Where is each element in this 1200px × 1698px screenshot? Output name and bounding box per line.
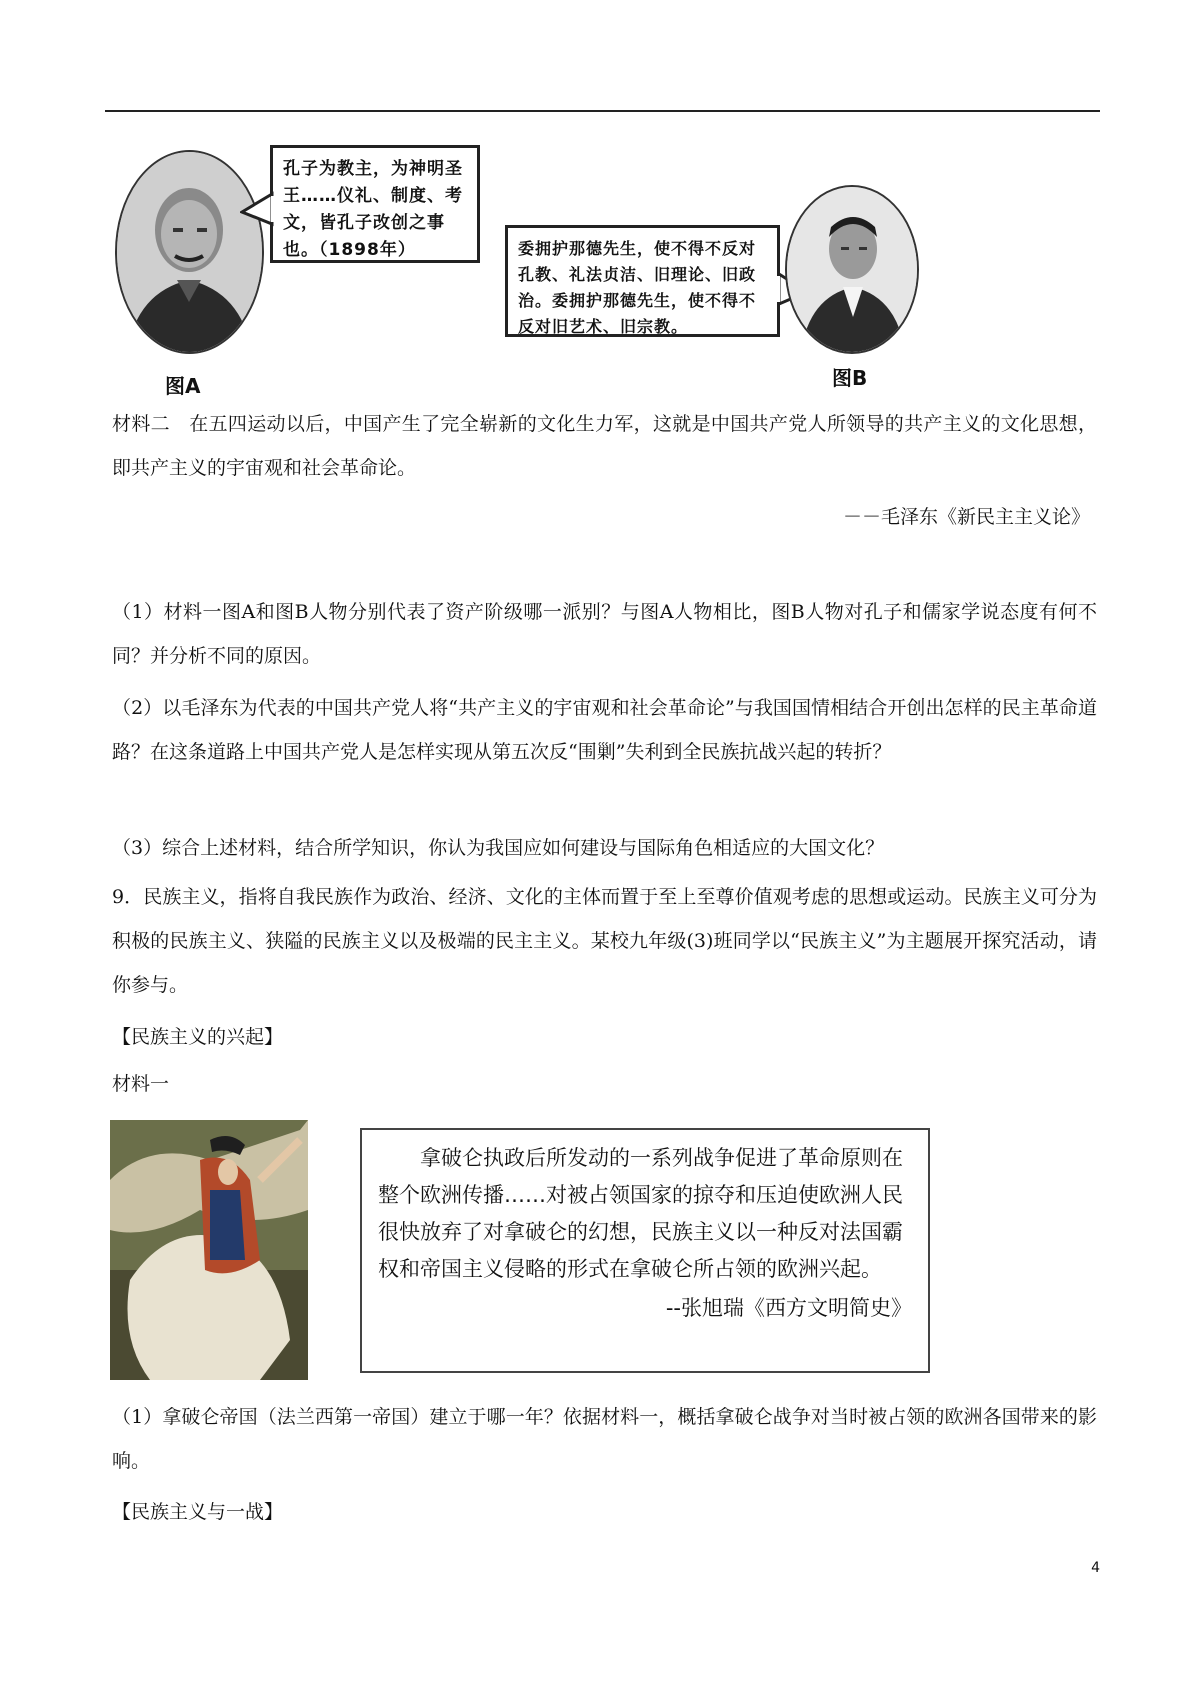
material-two-source: －－毛泽东《新民主主义论》 (842, 506, 1090, 528)
napoleon-painting-image (110, 1120, 308, 1380)
napoleon-painting (110, 1120, 308, 1380)
question-3: （3）综合上述材料，结合所学知识，你认为我国应如何建设与国际角色相适应的大国文化？ (112, 837, 885, 859)
figure-b-label: 图B (832, 366, 868, 390)
material-two-text: 材料二 在五四运动以后，中国产生了完全崭新的文化生力军，这就是中国共产党人所领导的共产主义的文化思想，即共产主义的宇宙观和社会革命论。 (112, 413, 1097, 479)
question-1: （1）材料一图A和图B人物分别代表了资产阶级哪一派别？与图A人物相比，图B人物对孔子和儒家学说态度有何不同？并分析不同的原因。 (112, 601, 1097, 667)
speech-bubble-a-text: 孔子为教主，为神明圣王……仪礼、制度、考文，皆孔子改创之事也。（1898年） (283, 159, 463, 260)
question-9-intro: 9．民族主义，指将自我民族作为政治、经济、文化的主体而置于至上至尊价值观考虑的思想或运动。民族主义可分为积极的民族主义、狭隘的民族主义以及极端的民主主义。某校九年级(3)班同学以“民族主义”为主题展开探究活动，请你参与。 (112, 886, 1097, 996)
napoleon-quote-box (360, 1128, 930, 1373)
speech-bubble-b (505, 225, 780, 337)
portrait-a (115, 150, 264, 354)
header-rule (105, 110, 1100, 112)
section-heading-rise: 【民族主义的兴起】 (112, 1026, 284, 1048)
napoleon-quote-source: --张旭瑞《西方文明简史》 (665, 1296, 912, 1320)
section-heading-ww1: 【民族主义与一战】 (112, 1501, 284, 1523)
napoleon-quote-text: 拿破仑执政后所发动的一系列战争促进了革命原则在整个欧洲传播……对被占领国家的掠夺和压迫使欧洲人民很快放弃了对拿破仑的幻想，民族主义以一种反对法国霸权和帝国主义侵略的形式在拿破仑所占领的欧洲兴起。 (378, 1146, 903, 1281)
question-2: （2）以毛泽东为代表的中国共产党人将“共产主义的宇宙观和社会革命论”与我国国情相结合开创出怎样的民主革命道路？在这条道路上中国共产党人是怎样实现从第五次反“围剿”失利到全民族抗战兴起的转折？ (112, 697, 1097, 763)
portrait-b-photo (787, 187, 917, 352)
portrait-b (785, 185, 919, 354)
figure-a-label: 图A (165, 374, 201, 398)
speech-bubble-b-text: 委拥护那德先生，使不得不反对孔教、礼法贞洁、旧理论、旧政治。委拥护那德先生，使不得不反对旧艺术、旧宗教。 (518, 239, 757, 336)
bubble-a-pointer (240, 190, 274, 230)
portrait-a-photo (117, 152, 262, 352)
question-9-sub-1: （1）拿破仑帝国（法兰西第一帝国）建立于哪一年？依据材料一，概括拿破仑战争对当时被占领的欧洲各国带来的影响。 (112, 1406, 1097, 1472)
speech-bubble-a (270, 145, 480, 263)
page-number: 4 (1091, 1560, 1100, 1576)
material-one-label: 材料一 (112, 1073, 170, 1095)
